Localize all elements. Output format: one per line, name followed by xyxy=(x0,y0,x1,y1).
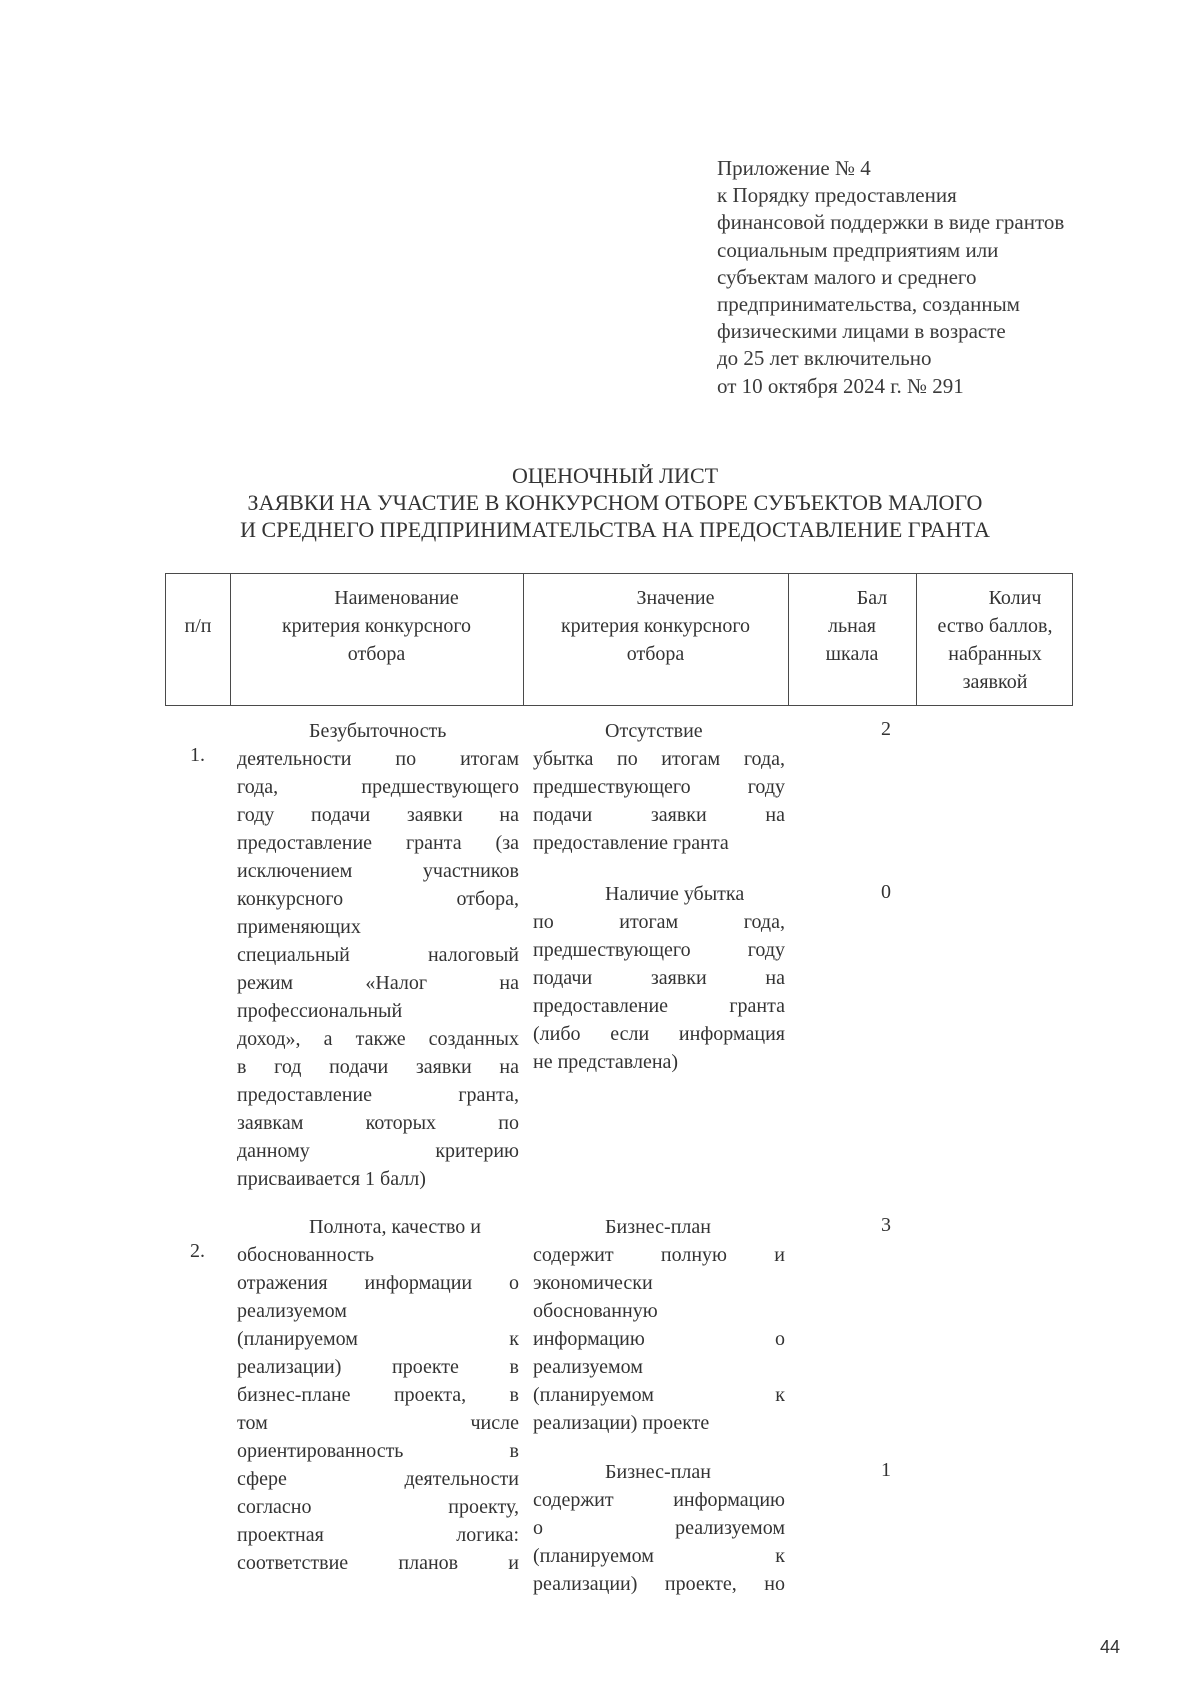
appendix-line: социальным предприятиям или xyxy=(717,237,999,262)
text-line: согласно проекту, xyxy=(237,1496,519,1518)
text-line: Бизнес-план xyxy=(605,1216,711,1238)
header-line: Значение xyxy=(636,587,715,609)
text-line: содержит информацию xyxy=(533,1489,785,1511)
row-number: 2. xyxy=(190,1240,205,1262)
appendix-line: предпринимательства, созданным xyxy=(717,292,1020,317)
header-line: набранных xyxy=(948,643,1042,665)
header-criterion-name xyxy=(230,584,523,668)
text-line: предоставление гранта (за xyxy=(237,832,519,854)
text-line: применяющих xyxy=(237,916,361,938)
header-line: Бал xyxy=(856,587,888,609)
row-1-score-2: 0 xyxy=(881,881,891,903)
text-line: подачи заявки на xyxy=(533,804,785,826)
row-2-score-2: 1 xyxy=(881,1459,891,1481)
header-line: отбора xyxy=(347,643,406,665)
text-line: реализуемом xyxy=(533,1356,643,1378)
text-line: предшествующего году xyxy=(533,939,785,961)
header-line: критерия конкурсного xyxy=(281,615,472,637)
header-criterion-value xyxy=(523,584,788,668)
text-line: Бизнес-план xyxy=(605,1461,711,1483)
appendix-line: финансовой поддержки в виде грантов xyxy=(717,210,1065,235)
header-line: Наименование xyxy=(334,587,459,609)
text-line: обоснованность xyxy=(237,1244,374,1266)
text-line: подачи заявки на xyxy=(533,967,785,989)
text-line: Полнота, качество и xyxy=(309,1216,482,1238)
text-line: сфере деятельности xyxy=(237,1468,519,1490)
text-line: Безубыточность xyxy=(309,720,447,742)
appendix-line: до 25 лет включительно xyxy=(717,346,932,371)
text-line: профессиональный xyxy=(237,1000,403,1022)
text-line: том числе xyxy=(237,1412,519,1434)
text-line: предоставление гранта xyxy=(533,832,729,854)
text-line: заявкам которых по xyxy=(237,1112,519,1134)
appendix-reference xyxy=(717,155,1137,400)
text-line: данному критерию xyxy=(237,1140,519,1162)
header-line: отбора xyxy=(626,643,685,665)
text-line: (либо если информация xyxy=(533,1023,785,1045)
text-line: о реализуемом xyxy=(533,1517,785,1539)
text-line: Наличие убытка xyxy=(605,883,745,905)
text-line: специальный налоговый xyxy=(237,944,519,966)
text-line: по итогам года, xyxy=(533,911,785,933)
text-line: конкурсного отбора, xyxy=(237,888,519,910)
row-2-score-1: 3 xyxy=(881,1214,891,1236)
table-header xyxy=(165,573,1073,706)
header-line: ество баллов, xyxy=(937,615,1053,637)
header-number: п/п xyxy=(184,615,212,637)
text-line: (планируемом к xyxy=(533,1545,785,1567)
header-line: льная xyxy=(828,615,876,637)
text-line: проектная логика: xyxy=(237,1524,519,1546)
appendix-line: субъектам малого и среднего xyxy=(717,264,977,289)
text-line: содержит полную и xyxy=(533,1244,785,1266)
row-1-value-option-1 xyxy=(533,717,785,857)
title-line: ОЦЕНОЧНЫЙ ЛИСТ xyxy=(511,463,719,488)
text-line: (планируемом к xyxy=(237,1328,519,1350)
text-line: доход», а также созданных xyxy=(237,1028,519,1050)
text-line: не представлена) xyxy=(533,1051,679,1073)
appendix-line: физическими лицами в возрасте xyxy=(717,319,1006,344)
text-line: в год подачи заявки на xyxy=(237,1056,519,1078)
row-2-value-option-1 xyxy=(533,1213,785,1437)
text-line: режим «Налог на xyxy=(237,972,519,994)
text-line: исключением участников xyxy=(237,860,519,882)
header-line: Колич xyxy=(988,587,1042,609)
row-1-criterion xyxy=(237,717,519,1193)
header-score-scale xyxy=(788,584,916,668)
document-title xyxy=(165,462,1065,543)
text-line: предшествующего году xyxy=(533,776,785,798)
text-line: соответствие планов и xyxy=(237,1552,519,1574)
text-line: (планируемом к xyxy=(533,1384,785,1406)
title-line: ЗАЯВКИ НА УЧАСТИЕ В КОНКУРСНОМ ОТБОРЕ СУБЪЕКТОВ МАЛОГО xyxy=(247,490,983,515)
text-line: убытка по итогам года, xyxy=(533,748,785,770)
text-line: бизнес-плане проекта, в xyxy=(237,1384,519,1406)
text-line: реализации) проекте, но xyxy=(533,1573,785,1595)
text-line: Отсутствие xyxy=(605,720,703,742)
text-line: отражения информации о xyxy=(237,1272,519,1294)
title-line: И СРЕДНЕГО ПРЕДПРИНИМАТЕЛЬСТВА НА ПРЕДОСТАВЛЕНИЕ ГРАНТА xyxy=(240,517,990,542)
row-2-value-option-2 xyxy=(533,1458,785,1598)
text-line: деятельности по итогам xyxy=(237,748,519,770)
text-line: обоснованную xyxy=(533,1300,658,1322)
text-line: реализации) проекте xyxy=(533,1412,710,1434)
text-line: предоставление гранта, xyxy=(237,1084,519,1106)
text-line: экономически xyxy=(533,1272,653,1294)
header-line: шкала xyxy=(825,643,879,665)
appendix-line: Приложение № 4 xyxy=(717,156,871,180)
row-1-score-1: 2 xyxy=(881,718,891,740)
text-line: года, предшествующего xyxy=(237,776,519,798)
header-line: заявкой xyxy=(962,671,1028,693)
text-line: году подачи заявки на xyxy=(237,804,519,826)
row-2-criterion xyxy=(237,1213,519,1577)
text-line: реализуемом xyxy=(237,1300,347,1322)
header-line: критерия конкурсного xyxy=(560,615,751,637)
text-line: информацию о xyxy=(533,1328,785,1350)
text-line: присваивается 1 балл) xyxy=(237,1168,426,1190)
text-line: реализации) проекте в xyxy=(237,1356,519,1378)
page-number: 44 xyxy=(1100,1637,1121,1657)
text-line: предоставление гранта xyxy=(533,995,785,1017)
text-line: ориентированность в xyxy=(237,1440,519,1462)
row-number: 1. xyxy=(190,744,205,766)
row-1-value-option-2 xyxy=(533,880,785,1076)
appendix-line: от 10 октября 2024 г. № 291 xyxy=(717,373,964,398)
header-score-count xyxy=(916,584,1074,696)
appendix-line: к Порядку предоставления xyxy=(717,183,957,208)
